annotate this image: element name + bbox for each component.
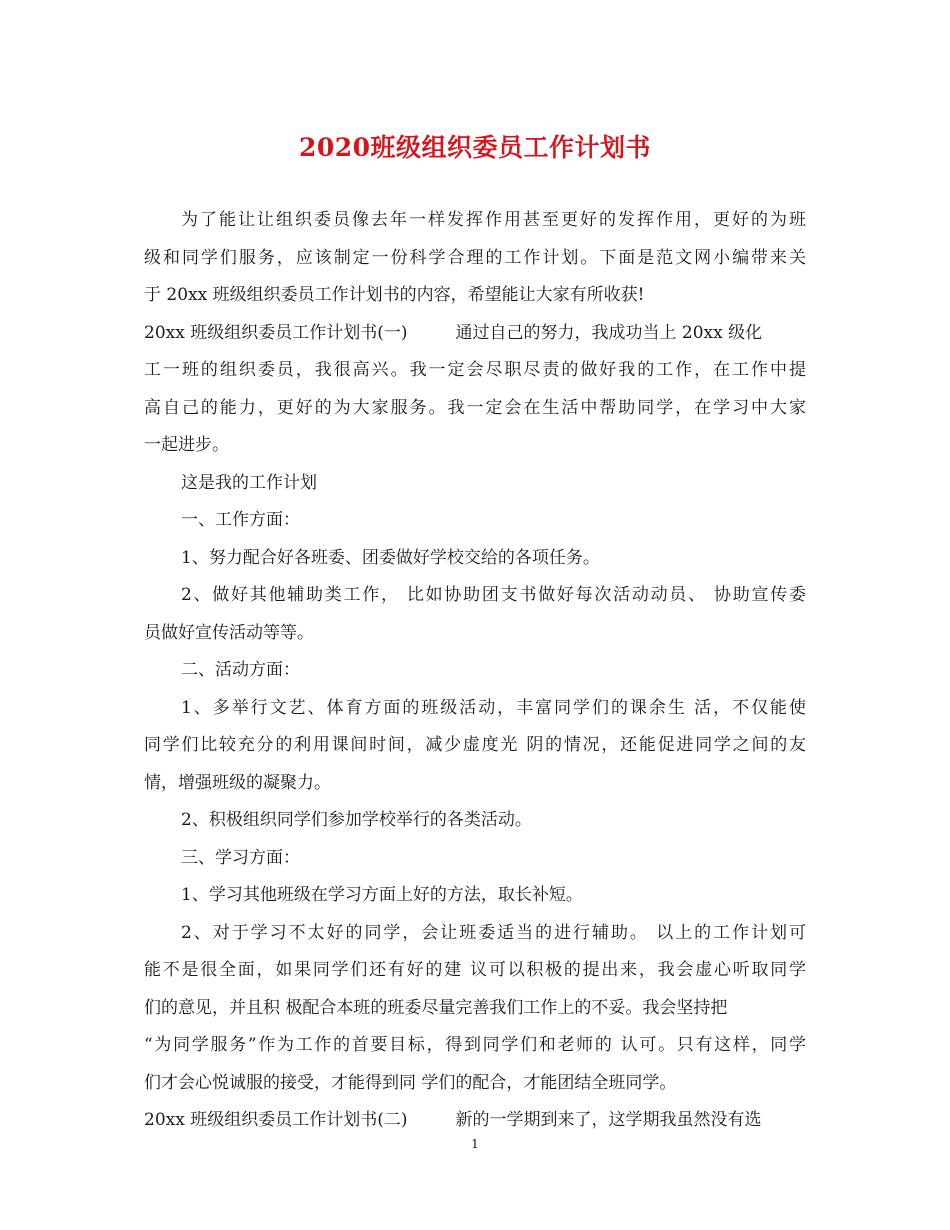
paragraph-line: 2、积极组织同学们参加学校举行的各类活动。 (181, 810, 532, 830)
paragraph-line: 1、努力配合好各班委、团委做好学校交给的各项任务。 (181, 547, 600, 568)
document-body (144, 202, 806, 1140)
paragraph-line: 同学们比较充分的利用课间时间，减少虚度光 阴的情况，还能促进同学之间的友 (144, 735, 806, 755)
paragraph-line: 情，增强班级的凝聚力。 (144, 772, 331, 793)
paragraph-text: 新的一学期到来了，这学期我虽然没有选 (455, 1110, 762, 1130)
paragraph-line: 为了能让让组织委员像去年一样发挥作用甚至更好的发挥作用，更好的为班 (181, 210, 806, 230)
paragraph-line: 这是我的工作计划 (181, 472, 317, 493)
paragraph-line (144, 1102, 806, 1140)
paragraph-line: 一起进步。 (144, 435, 229, 455)
paragraph-line: 2、对于学习不太好的同学，会让班委适当的进行辅助。 以上的工作计划可 (181, 922, 806, 943)
paragraph-line: 1、多举行文艺、体育方面的班级活动，丰富同学们的课余生 活，不仅能使 (181, 697, 806, 718)
paragraph-line: 1、学习其他班级在学习方面上好的方法，取长补短。 (181, 885, 583, 905)
paragraph-line: 高自己的能力，更好的为大家服务。我一定会在生活中帮助同学，在学习中大家 (144, 397, 806, 418)
page-number: 1 (471, 1137, 479, 1151)
paragraph-line: 们才会心悦诚服的接受，才能得到同 学们的配合，才能团结全班同学。 (144, 1072, 677, 1093)
subheading-work: 一、工作方面： (181, 510, 300, 530)
section-heading-1: 20xx 班级组织委员工作计划书(一) (144, 322, 408, 343)
paragraph-line: 2、做好其他辅助类工作， 比如协助团支书做好每次活动动员、 协助宣传委 (181, 585, 806, 605)
paragraph-line: 们的意见，并且积 极配合本班的班委尽量完善我们工作上的不妥。我会坚持把 (144, 997, 728, 1018)
paragraph-line: 工一班的组织委员，我很高兴。我一定会尽职尽责的做好我的工作，在工作中提 (144, 360, 806, 380)
paragraph-line: 能不是很全面，如果同学们还有好的建 议可以积极的提出来，我会虚心听取同学 (144, 960, 806, 980)
paragraph-line: “为同学服务”作为工作的首要目标，得到同学们和老师的 认可。只有这样，同学 (144, 1035, 806, 1055)
paragraph-line (144, 315, 806, 353)
paragraph-line: 级和同学们服务，应该制定一份科学合理的工作计划。下面是范文网小编带来关 (144, 247, 806, 268)
subheading-study: 三、学习方面： (181, 847, 300, 868)
paragraph-line: 于 20xx 班级组织委员工作计划书的内容，希望能让大家有所收获! (144, 285, 645, 305)
subheading-activity: 二、活动方面： (181, 660, 300, 680)
section-heading-2: 20xx 班级组织委员工作计划书(二) (144, 1110, 408, 1130)
paragraph-line: 员做好宣传活动等等。 (144, 622, 314, 643)
paragraph-text: 通过自己的努力，我成功当上 20xx 级化 (455, 322, 763, 343)
document-title: 2020班级组织委员工作计划书 (298, 133, 652, 162)
